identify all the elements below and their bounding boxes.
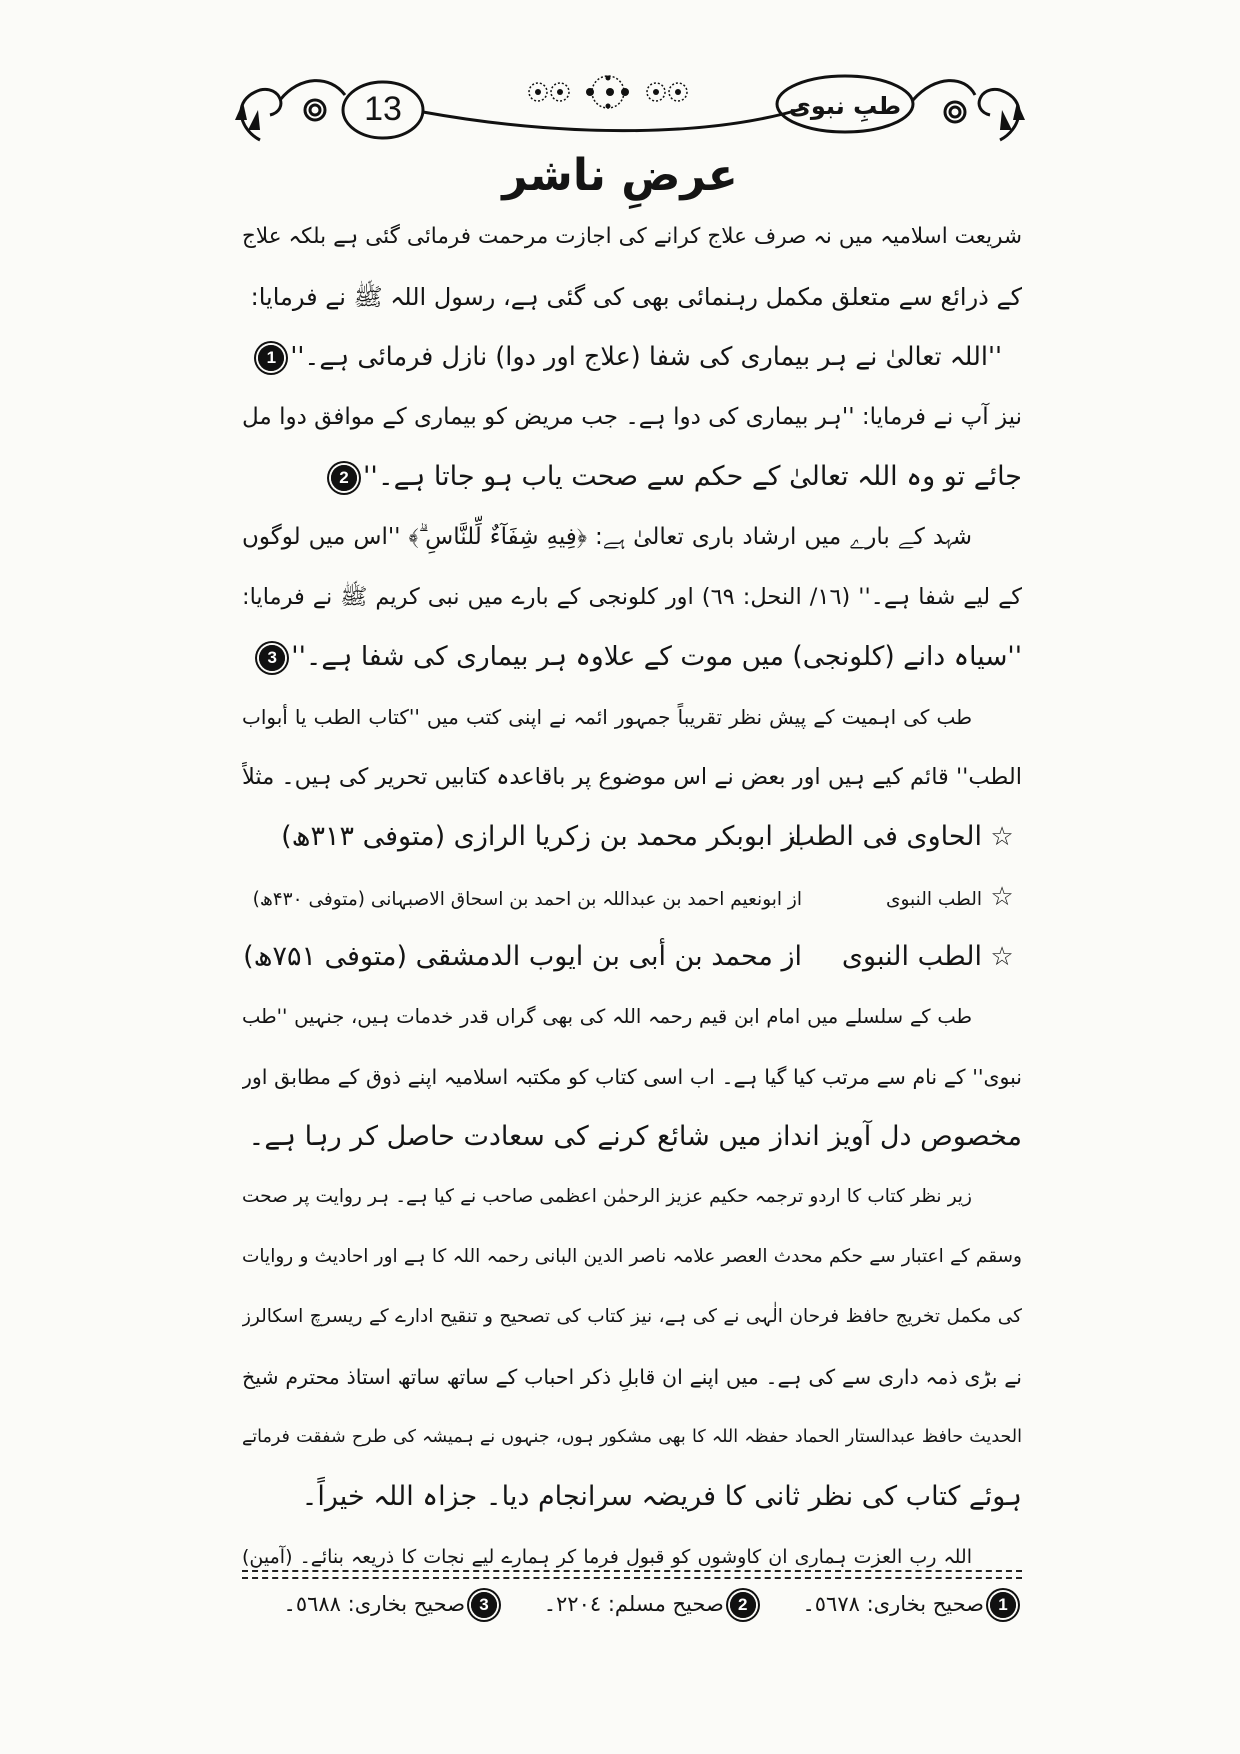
text-line: زیر نظر کتاب کا اردو ترجمہ حکیم عزیز الرحمٰن اعظمی صاحب نے کیا ہے۔ ہر روایت پر صحت bbox=[242, 1186, 972, 1207]
footnotes bbox=[242, 1582, 1022, 1626]
book-name: الطب النبوی bbox=[841, 941, 982, 972]
book-name: الطب النبوی bbox=[886, 889, 982, 910]
list-item bbox=[242, 867, 1022, 927]
book-title: طبِ نبوی bbox=[788, 92, 902, 120]
text-line: مخصوص دل آویز انداز میں شائع کرنے کی سعادت حاصل کر رہا ہے۔ bbox=[248, 1121, 1022, 1152]
text-line: کے ذرائع سے متعلق مکمل رہنمائی بھی کی گئی ہے، رسول اللہ ﷺ نے فرمایا: bbox=[250, 283, 1022, 311]
footnote-divider bbox=[242, 1577, 1022, 1579]
book-name: الحاوی فی الطب bbox=[789, 821, 982, 852]
footnote-marker-icon: 2 bbox=[730, 1592, 756, 1618]
text-line: شریعت اسلامیہ میں نہ صرف علاج کرانے کی اجازت مرحمت فرمائی گئی ہے بلکہ علاج bbox=[242, 224, 1022, 249]
text-line: طب کے سلسلے میں امام ابن قیم رحمہ اللہ کی بھی گراں قدر خدمات ہیں، جنہیں ''طب bbox=[242, 1005, 972, 1028]
text-line: اللہ رب العزت ہماری ان کاوشوں کو قبول فرما کر ہمارے لیے نجات کا ذریعہ بنائے۔ (آمین) bbox=[242, 1546, 972, 1568]
footnote bbox=[802, 1592, 1022, 1616]
star-bullet-icon: ☆ bbox=[990, 822, 1014, 852]
footnote-marker-icon[interactable]: 3 bbox=[259, 645, 285, 671]
quote-text: ''اللہ تعالیٰ نے ہر بیماری کی شفا (علاج اور دوا) نازل فرمائی ہے۔'' bbox=[290, 342, 1002, 372]
text-line: الحدیث حافظ عبدالستار الحماد حفظہ اللہ کا بھی مشکور ہوں، جنہوں نے ہمیشہ کی طرح شفقت فرماتے bbox=[242, 1427, 1022, 1447]
quote-line bbox=[242, 327, 1022, 387]
page-header bbox=[220, 60, 1040, 160]
text-line bbox=[242, 447, 1022, 507]
body-text bbox=[242, 207, 1022, 1587]
text-line: نیز آپ نے فرمایا: ''ہر بیماری کی دوا ہے۔ جب مریض کو بیماری کے موافق دوا مل bbox=[242, 404, 1022, 430]
footnote-marker-icon: 1 bbox=[990, 1592, 1016, 1618]
star-bullet-icon: ☆ bbox=[990, 942, 1014, 972]
text-line: نبوی'' کے نام سے مرتب کیا گیا ہے۔ اب اسی کتاب کو مکتبہ اسلامیہ اپنے ذوق کے مطابق اور bbox=[242, 1065, 1022, 1089]
page-title: عرضِ ناشر bbox=[502, 150, 738, 201]
footnote-text: صحیح بخاری: ٥٦٧٨۔ bbox=[802, 1592, 984, 1616]
list-item bbox=[242, 927, 1022, 987]
text-line: ہوئے کتاب کی نظر ثانی کا فریضہ سرانجام دیا۔ جزاہ اللہ خیراً۔ bbox=[301, 1481, 1022, 1512]
footnote bbox=[284, 1592, 504, 1616]
text-line: نے بڑی ذمہ داری سے کی ہے۔ میں اپنے ان قابلِ ذکر احباب کے ساتھ ساتھ استاذ محترم شیخ bbox=[242, 1365, 1022, 1389]
text-line: کے لیے شفا ہے۔'' (١٦/ النحل: ٦٩) اور کلونجی کے بارے میں نبی کریم ﷺ نے فرمایا: bbox=[242, 584, 1022, 610]
text-line: طب کی اہمیت کے پیش نظر تقریباً جمہور ائمہ نے اپنی کتب میں ''کتاب الطب یا أبواب bbox=[242, 705, 972, 729]
footnote-text: صحیح بخاری: ٥٦٨٨۔ bbox=[283, 1592, 466, 1616]
footnote bbox=[544, 1592, 762, 1616]
footnote-marker-icon[interactable]: 1 bbox=[258, 345, 284, 371]
footnote-marker-icon[interactable]: 2 bbox=[331, 465, 357, 491]
text-line: کی مکمل تخریج حافظ فرحان الٰہی نے کی ہے، نیز کتاب کی تصحیح و تنقیح ادارے کے ریسرچ اسکالرز bbox=[242, 1306, 1022, 1327]
text-line: شہد کے بارے میں ارشاد باری تعالیٰ ہے: ﴿فِيهِ شِفَآءٌ لِّلنَّاسِ ۗ﴾ ''اس میں لوگوں bbox=[242, 524, 972, 550]
quote-text: ''سیاہ دانے (کلونجی) میں موت کے علاوہ ہر بیماری کی شفا ہے۔'' bbox=[291, 641, 1022, 672]
text-line: وسقم کے اعتبار سے حکم محدث العصر علامہ ناصر الدین البانی رحمہ اللہ کا ہے اور احادیث و روایات bbox=[242, 1246, 1022, 1267]
floral-flourish-icon bbox=[220, 60, 1040, 160]
star-bullet-icon: ☆ bbox=[990, 882, 1014, 912]
quote-line bbox=[242, 627, 1022, 687]
list-item bbox=[242, 807, 1022, 867]
text-line: الطب'' قائم کیے ہیں اور بعض نے اس موضوع پر باقاعدہ کتابیں تحریر کی ہیں۔ مثلاً bbox=[242, 764, 1022, 790]
book-author: از ابوبکر محمد بن زکریا الرازی (متوفی ۳۱۳ھ) bbox=[281, 821, 802, 852]
footnote-text: صحیح مسلم: ٢٢٠٤۔ bbox=[543, 1592, 724, 1616]
book-author: از محمد بن أبی بن ایوب الدمشقی (متوفی ۷۵۱ھ) bbox=[243, 941, 802, 972]
book-author: از ابونعیم احمد بن عبداللہ بن احمد بن اسحاق الاصبہانی (متوفی ۴۳۰ھ) bbox=[252, 889, 802, 910]
footnote-marker-icon: 3 bbox=[471, 1592, 497, 1618]
footnote-divider bbox=[242, 1570, 1022, 1572]
text-segment: جائے تو وہ اللہ تعالیٰ کے حکم سے صحت یاب ہو جاتا ہے۔'' bbox=[363, 461, 1022, 492]
page-number: 13 bbox=[364, 90, 402, 128]
